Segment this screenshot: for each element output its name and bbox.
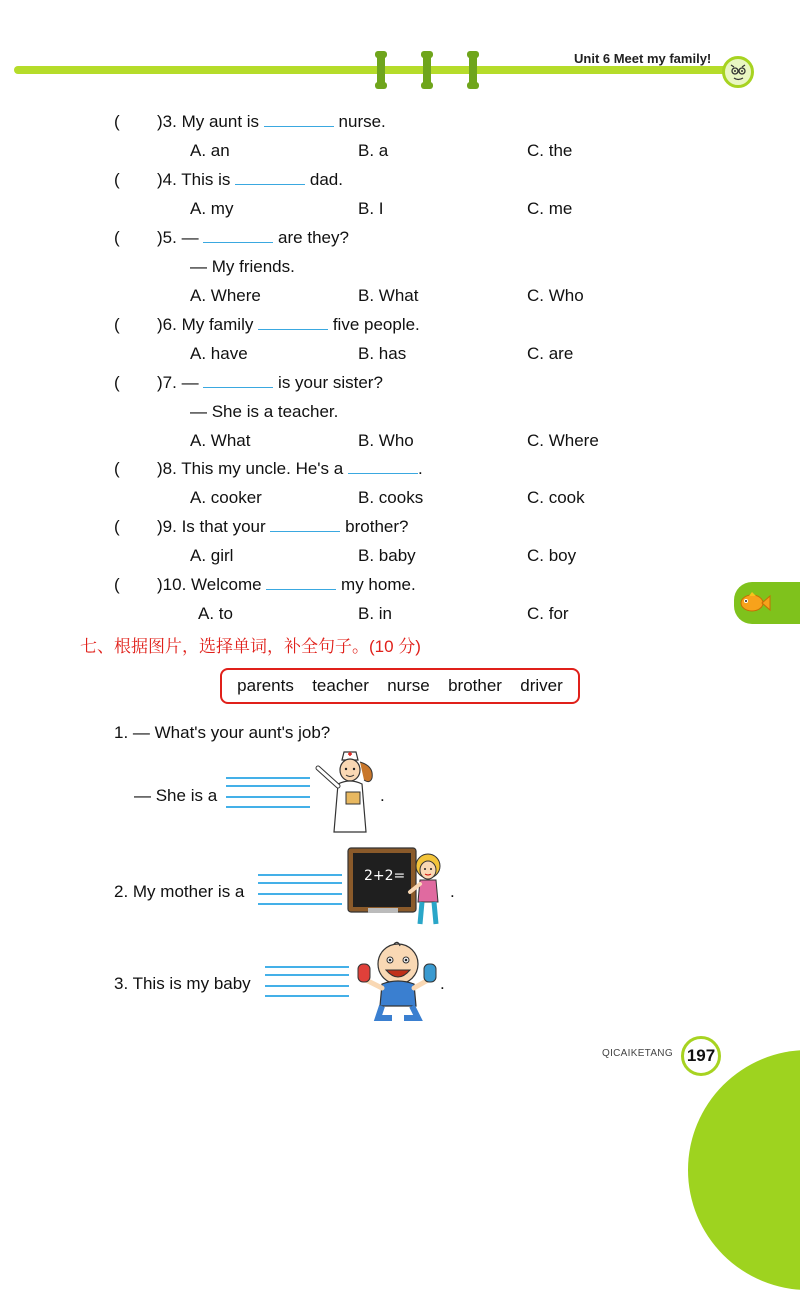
answer-blank[interactable] xyxy=(264,112,334,127)
unit-title: Unit 6 Meet my family! xyxy=(574,51,712,66)
sentence-end: . xyxy=(450,882,455,901)
question-9 xyxy=(157,517,408,537)
word-bank-item: nurse xyxy=(387,676,430,695)
option-b: B. has xyxy=(358,344,407,363)
option-c: C. cook xyxy=(527,488,585,507)
option-a: A. my xyxy=(190,199,234,218)
publisher-name: QICAIKETANG xyxy=(602,1048,673,1059)
question-text: — xyxy=(181,373,199,392)
option-b: B. Who xyxy=(358,431,414,450)
option-b: B. cooks xyxy=(358,488,424,507)
question-reply: — She is a teacher. xyxy=(190,402,339,421)
fish-icon xyxy=(737,590,771,616)
baby-illustration xyxy=(352,940,440,1022)
question-text: nurse. xyxy=(338,112,386,131)
word-bank xyxy=(220,668,580,704)
word-bank-item: brother xyxy=(448,676,502,695)
question-text: My family xyxy=(181,315,254,334)
option-a: A. cooker xyxy=(190,488,262,507)
word-bank-item: driver xyxy=(520,676,563,695)
question-number: )4. xyxy=(157,170,177,189)
picture-question-2: 2. My mother is a xyxy=(114,882,245,901)
question-text: This is xyxy=(181,170,231,189)
question-text: are they? xyxy=(278,228,349,247)
option-c: C. boy xyxy=(527,546,577,565)
board-text: 2+2= xyxy=(364,868,406,884)
option-a: A. an xyxy=(190,141,230,160)
question-text: is your sister? xyxy=(278,373,383,392)
question-7 xyxy=(157,373,383,393)
answer-blank[interactable] xyxy=(258,315,328,330)
header-pin xyxy=(469,51,477,89)
word-bank-item: teacher xyxy=(312,676,369,695)
option-c: C. are xyxy=(527,344,574,363)
page-number: 197 xyxy=(681,1036,721,1076)
option-c: C. the xyxy=(527,141,573,160)
answer-blank[interactable] xyxy=(203,228,273,243)
question-text: — xyxy=(181,228,199,247)
question-text: brother? xyxy=(345,517,409,536)
word-bank-item: parents xyxy=(237,676,294,695)
section-title: 七、根据图片，选择单词，补全句子。(10 分) xyxy=(80,637,421,656)
question-5 xyxy=(157,228,349,248)
option-c: C. me xyxy=(527,199,573,218)
answer-paren[interactable]: ( xyxy=(114,575,120,594)
answer-blank[interactable] xyxy=(203,373,273,388)
option-a: A. Where xyxy=(190,286,261,305)
question-number: )3. xyxy=(157,112,177,131)
question-reply: — My friends. xyxy=(190,257,295,276)
option-a: A. girl xyxy=(190,546,234,565)
question-text: Is that your xyxy=(181,517,266,536)
picture-question-3: 3. This is my baby xyxy=(114,974,251,993)
answer-blank[interactable] xyxy=(270,517,340,532)
answer-paren[interactable]: ( xyxy=(114,112,120,131)
answer-paren[interactable]: ( xyxy=(114,170,120,189)
question-text: dad. xyxy=(309,170,343,189)
question-text: This my uncle. He's a xyxy=(181,459,344,478)
question-3 xyxy=(157,112,386,132)
sentence-end: . xyxy=(380,786,385,805)
question-8 xyxy=(157,459,423,479)
question-text: five people. xyxy=(332,315,420,334)
nurse-illustration xyxy=(310,748,382,836)
answer-paren[interactable]: ( xyxy=(114,228,120,247)
answer-blank[interactable] xyxy=(235,170,305,185)
option-b: B. I xyxy=(358,199,384,218)
option-a: A. to xyxy=(198,604,233,623)
answer-paren[interactable]: ( xyxy=(114,459,120,478)
answer-blank[interactable] xyxy=(348,459,418,474)
answer-paren[interactable]: ( xyxy=(114,373,120,392)
option-c: C. Where xyxy=(527,431,599,450)
question-6 xyxy=(157,315,420,335)
answer-paren[interactable]: ( xyxy=(114,315,120,334)
teacher-illustration xyxy=(346,846,452,928)
option-b: B. a xyxy=(358,141,389,160)
mascot-icon xyxy=(722,56,754,88)
question-10 xyxy=(157,575,416,595)
answer-blank[interactable] xyxy=(266,575,336,590)
question-number: )6. xyxy=(157,315,177,334)
answer-paren[interactable]: ( xyxy=(114,517,120,536)
option-b: B. in xyxy=(358,604,393,623)
question-4 xyxy=(157,170,343,190)
option-b: B. What xyxy=(358,286,419,305)
question-number: )5. xyxy=(157,228,177,247)
sentence-end: . xyxy=(440,974,445,993)
picture-answer-1-prefix: — She is a xyxy=(134,786,218,805)
side-tab xyxy=(734,582,800,624)
question-number: )9. xyxy=(157,517,177,536)
question-text: my home. xyxy=(341,575,416,594)
header-pin xyxy=(423,51,431,89)
question-text: Welcome xyxy=(191,575,262,594)
option-a: A. have xyxy=(190,344,248,363)
option-b: B. baby xyxy=(358,546,416,565)
question-text: . xyxy=(417,459,423,478)
question-text: My aunt is xyxy=(181,112,260,131)
option-a: A. What xyxy=(190,431,251,450)
option-c: C. for xyxy=(527,604,569,623)
footer-decoration xyxy=(688,1050,800,1290)
header-pin xyxy=(377,51,385,89)
option-c: C. Who xyxy=(527,286,584,305)
question-number: )7. xyxy=(157,373,177,392)
question-number: )8. xyxy=(157,459,177,478)
picture-question-1: 1. — What's your aunt's job? xyxy=(114,723,331,742)
question-number: )10. xyxy=(157,575,187,594)
